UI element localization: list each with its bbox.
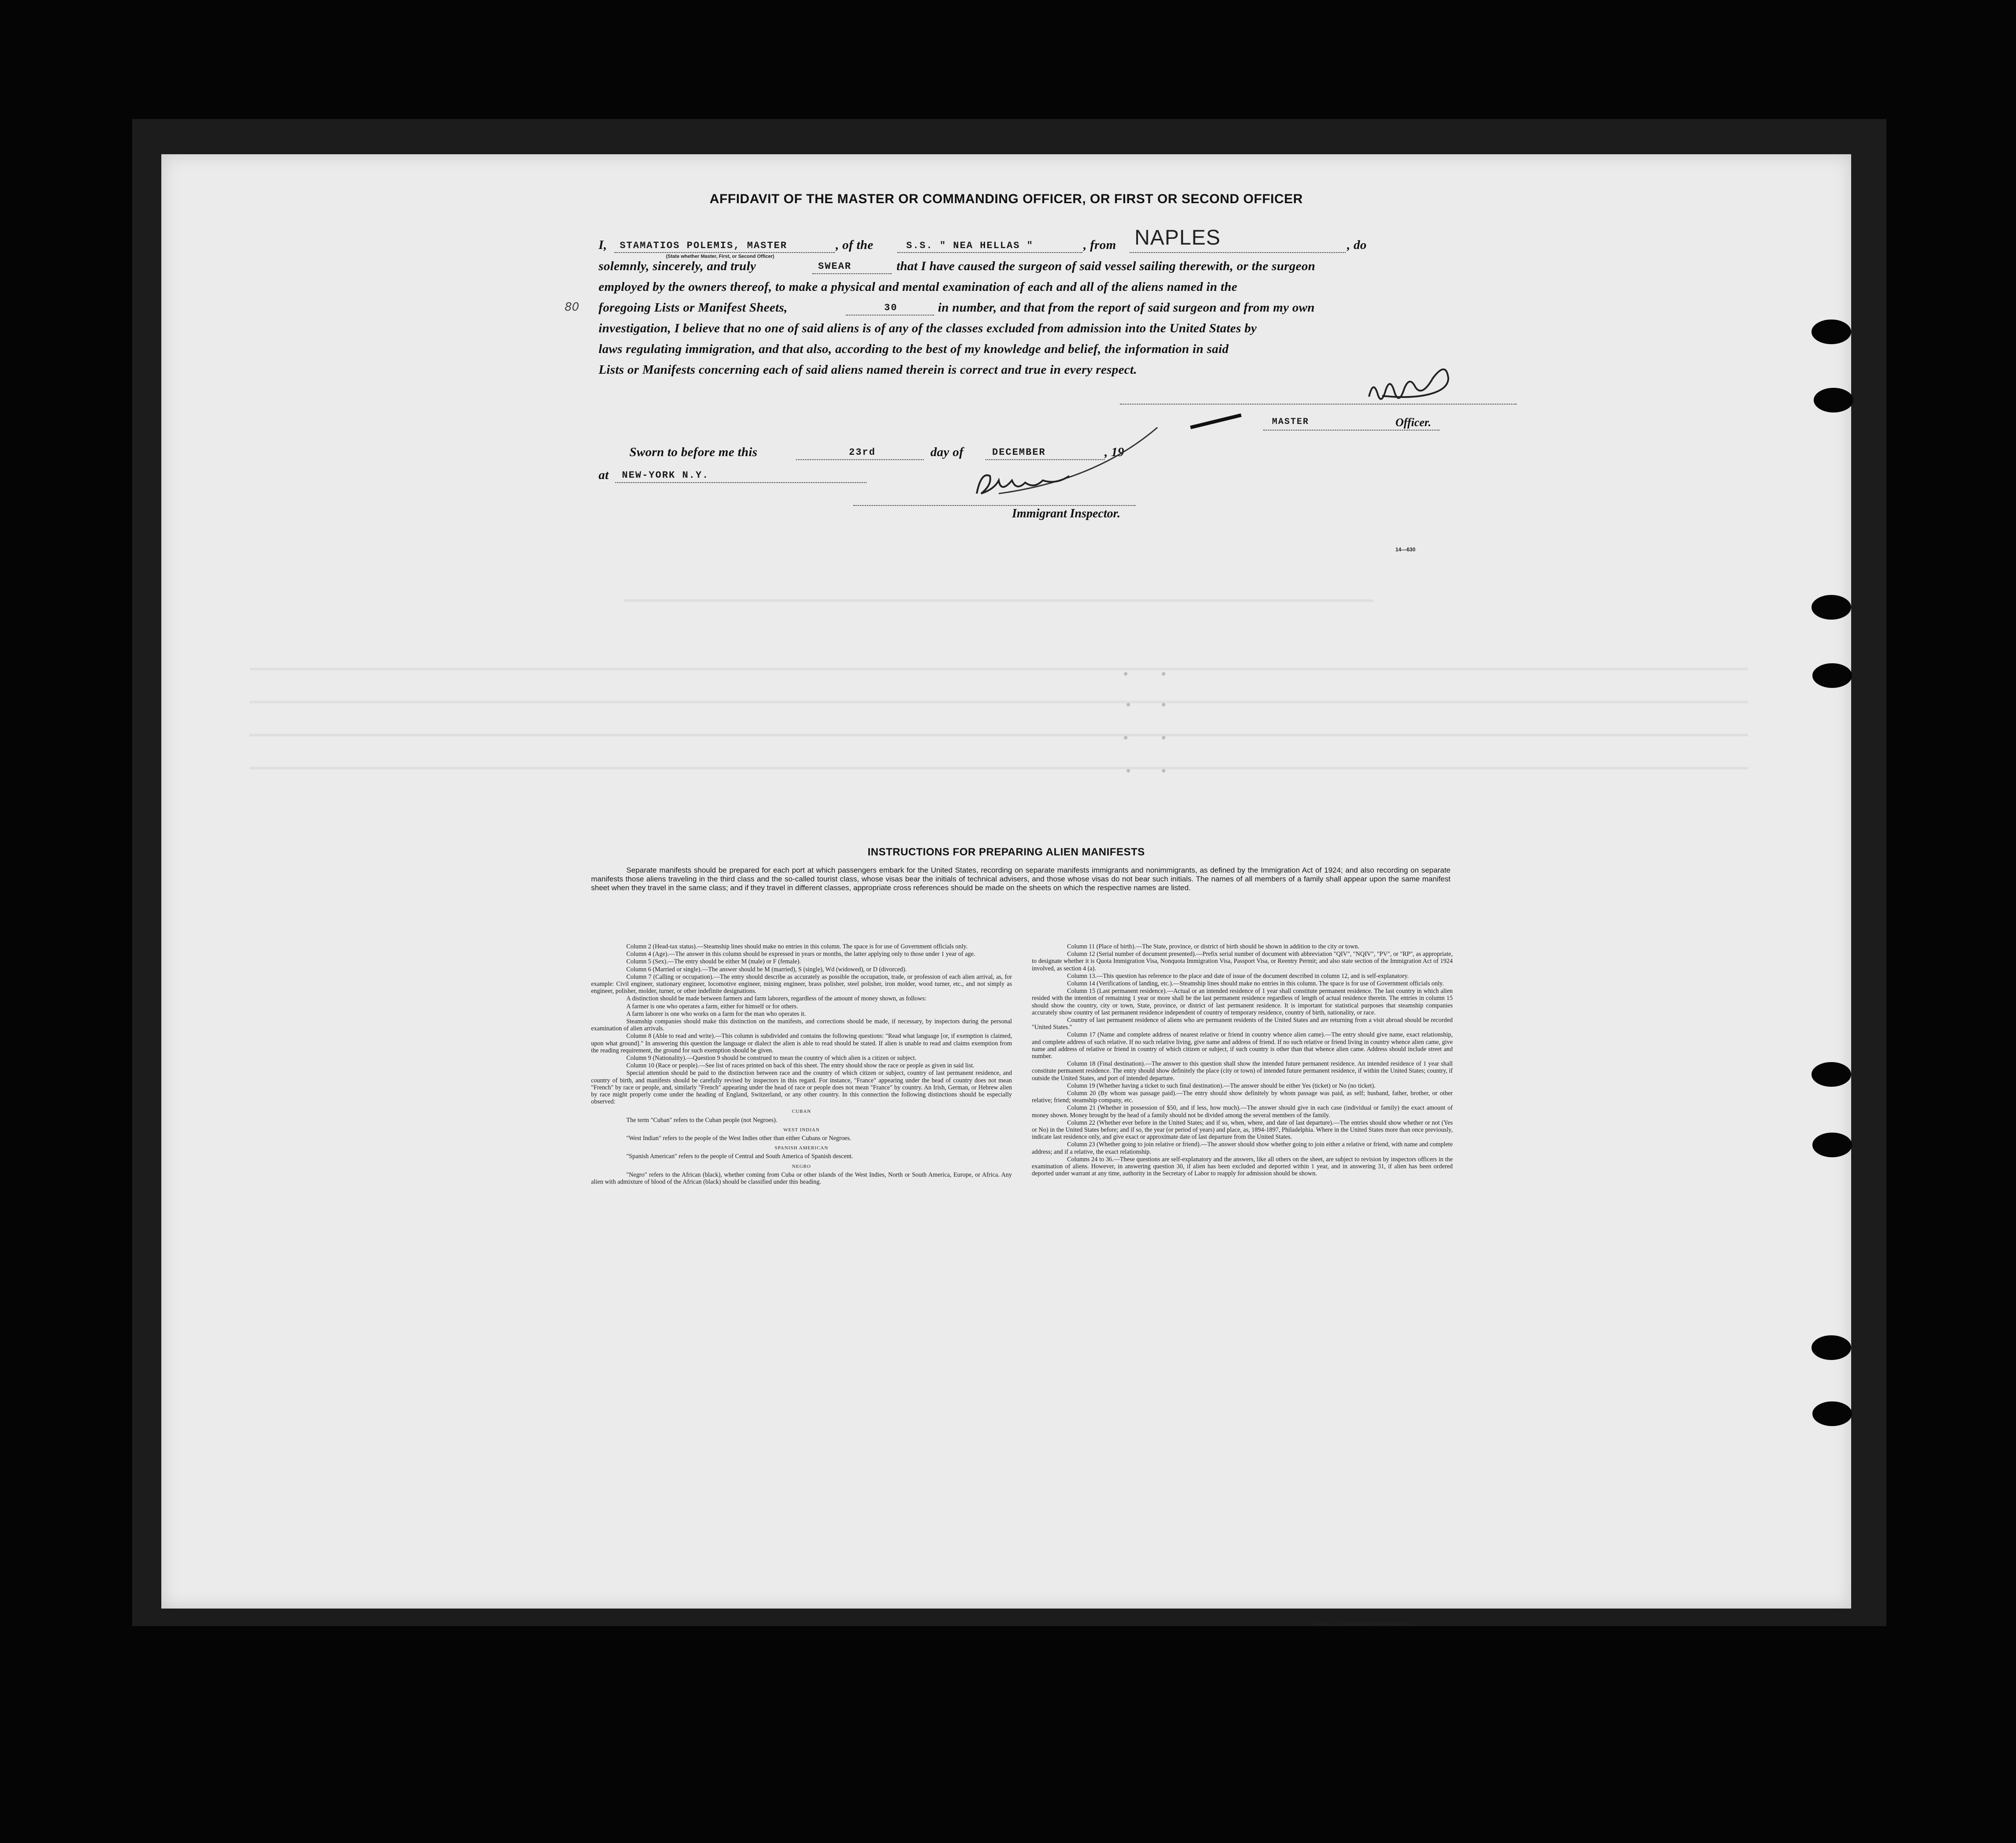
instruction-paragraph: Column 7 (Calling or occupation).—The entry should describe as accurately as possible the occupation, trade, or profession of each alien arrival, as, for example: Civil engineer, stationary engineer, locomotive engineer, mining engineer, brass polisher, steel polisher, iron molder, wood turner, etc., and not simply as engineer, polisher, molder, turner, or other indefinite designations. <box>591 973 1012 995</box>
instruction-paragraph: Column 12 (Serial number of document presented).—Prefix serial number of document with abbreviation "QIV", "NQIV", "PV", or "RP", as appropriate, to designate whether it is Quota Immigration Visa, Nonquota Immigration Visa, Passport Visa, or Reentry Permit; and also state section of the Immigration Act of 1924 involved, as section 4 (a). <box>1032 951 1453 972</box>
show-through <box>1162 703 1165 706</box>
instruction-paragraph: "Spanish American" refers to the people of Central and South America of Spanish descent. <box>626 1153 853 1160</box>
ship-name: S.S. " NEA HELLAS " <box>906 240 1034 251</box>
instruction-paragraph: Column 14 (Verifications of landing, etc.).—Steamship lines should make no entries in this column. The space is for use of Government officials only. <box>1067 980 1444 988</box>
officer-label: Officer. <box>1395 416 1432 429</box>
binder-holes <box>1803 0 1891 1843</box>
section-heading: NEGRO <box>792 1163 811 1169</box>
affidavit-text: , of the <box>836 238 874 252</box>
affidavit-text: foregoing Lists or Manifest Sheets, <box>599 301 788 315</box>
instruction-paragraph: Column 8 (Able to read and write).—This column is subdivided and contains the following questions: "Read what language [or, if exemption is claimed, upon what ground]." In answering this question the language or dialect the alien is able to read should be stated. If alien is unable to read and claims exemption from the reading requirement, the ground for such exemption should be given. <box>591 1033 1012 1054</box>
affidavit-text: solemnly, sincerely, and truly <box>599 259 756 273</box>
instruction-paragraph: Column 11 (Place of birth).—The State, province, or district of birth should be shown in addition to the city or town. <box>1067 943 1360 950</box>
at-place-line <box>615 482 867 483</box>
instruction-paragraph: Column 19 (Whether having a ticket to such final destination).—The answer should be either Yes (ticket) or No (no ticket). <box>1067 1082 1376 1089</box>
sworn-day: 23rd <box>849 447 876 458</box>
oath-line <box>812 273 892 274</box>
manifest-page <box>161 154 1851 1627</box>
sworn-year: , 19 <box>1105 445 1124 459</box>
affidavit-text: Lists or Manifests concerning each of said aliens named therein is correct and true in every respect. <box>599 363 1137 377</box>
affidavit-text: in number, and that from the report of said surgeon and from my own <box>938 301 1315 315</box>
sworn-day-line <box>796 459 924 460</box>
instructions-intro: Separate manifests should be prepared for each port at which passengers embark for the United States, recording on separate manifests immigrants and nonimmigrants, as defined by the Immigration Act of 1924; and also recording on separate manifests those aliens traveling in the third class and the so-called tourist class, whose visas bear the initials of technical advisers, and those whose visas do not bear such initials. The names of all members of a family shall appear upon the same manifest sheet when they travel in the same class; and if they travel in different classes, appropriate cross references should be made on the sheets on which the respective names are listed. <box>591 866 1451 892</box>
show-through <box>249 668 1748 670</box>
instruction-paragraph: A farm laborer is one who works on a farm for the man who operates it. <box>626 1010 806 1018</box>
printing-office-note: 14—630 U. S. GOVERNMENT PRINTING OFFICE <box>1312 1622 1412 1627</box>
rank-line <box>1263 430 1439 431</box>
instruction-paragraph: The term "Cuban" refers to the Cuban people (not Negroes). <box>626 1116 777 1124</box>
port-of-departure: NAPLES <box>1134 226 1221 249</box>
inspector-signature <box>911 427 1219 516</box>
affidavit-text: I, <box>599 238 607 252</box>
instruction-paragraph: Column 20 (By whom was passage paid).—The entry should show definitely by whom passage was paid, as self; husband, father, brother, or other relative; friend; steamship company, etc. <box>1032 1090 1453 1104</box>
binder-hole <box>1811 320 1851 344</box>
at-place: NEW-YORK N.Y. <box>622 470 709 481</box>
instruction-paragraph: Column 13.—This question has reference to the place and date of issue of the document described in column 12, and is self-explanatory. <box>1067 972 1409 980</box>
inspector-label: Immigrant Inspector. <box>1012 507 1120 520</box>
section-heading: SPANISH AMERICAN <box>774 1145 829 1151</box>
binder-hole <box>1811 1335 1851 1360</box>
show-through <box>249 767 1748 769</box>
ship-name-line <box>897 252 1082 253</box>
show-through <box>249 734 1748 736</box>
binder-hole <box>1811 595 1851 620</box>
instruction-paragraph: Special attention should be paid to the distinction between race and the country of which citizen or subject, country of last permanent residence, and country of birth, and manifests should be carefully revised by inspectors in this regard. For instance, "France" appearing under the head of country does not mean "French" by race or people, and, similarly "French" appearing under the head of race or people does not mean "France" by country. An Irish, German, or Hebrew alien by race might properly come under the heading of England, Switzerland, or any other country. In this connection the following distinctions should be especially observed: <box>591 1070 1012 1106</box>
master-name-line <box>614 252 835 253</box>
show-through <box>1162 736 1165 739</box>
show-through <box>1124 736 1127 739</box>
binder-hole <box>1812 663 1852 688</box>
affidavit-text: that I have caused the surgeon of said vessel sailing therewith, or the surgeon <box>896 259 1316 273</box>
instruction-paragraph: Column 23 (Whether going to join relative or friend).—The answer should show whether going to join either a relative or friend, with name and complete address; and if a relative, the exact relationship. <box>1032 1141 1453 1156</box>
officer-hint: (State whether Master, First, or Second Officer) <box>666 254 774 259</box>
form-code: 14—630 <box>1395 546 1416 553</box>
binder-hole <box>1811 1062 1851 1087</box>
margin-note: 80 <box>565 301 580 314</box>
show-through <box>1124 672 1127 676</box>
port-line <box>1130 252 1346 253</box>
master-name: STAMATIOS POLEMIS, MASTER <box>620 240 788 251</box>
section-heading: WEST INDIAN <box>783 1127 820 1133</box>
affidavit-text: employed by the owners thereof, to make a physical and mental examination of each and all of the aliens named in the <box>599 280 1238 294</box>
at-label: at <box>599 468 609 482</box>
sheet-count-line <box>846 315 934 316</box>
instruction-paragraph: Column 22 (Whether ever before in the United States; and if so, when, where, and date of last departure).—The entries should show whether or not (Yes or No) in the United States before; and if so, the year (or period of years) and place, as, 1894-1897, Philadelphia. Where in the United States more than once previously, indicate last residence only, and give exact or approximate date of last departure from the United States. <box>1032 1119 1453 1141</box>
affidavit-text: laws regulating immigration, and that also, according to the best of my knowledge and belief, the information in said <box>599 342 1229 356</box>
show-through <box>624 599 1373 602</box>
signature-line <box>1120 404 1517 405</box>
show-through <box>1162 672 1165 676</box>
instruction-paragraph: "West Indian" refers to the people of the West Indies other than either Cubans or Negroes. <box>626 1135 852 1142</box>
instruction-paragraph: Steamship companies should make this distinction on the manifests, and corrections should be made, if necessary, by inspectors during the personal examination of alien arrivals. <box>591 1018 1012 1033</box>
sworn-text: Sworn to before me this <box>629 445 758 459</box>
sworn-text: day of <box>930 445 964 459</box>
affidavit-text: , from <box>1083 238 1116 252</box>
instruction-paragraph: Column 17 (Name and complete address of nearest relative or friend in country whence alien came).—The entry should give name, exact relationship, and complete address of such relative. If no such relative living, give name and address of friend. If no such relative or friend living in country whence alien came, give name and address of relative or friend in country of which citizen or subject, if such country is other than that whence alien came. Address should include street and number. <box>1032 1031 1453 1060</box>
oath-word: SWEAR <box>818 261 852 272</box>
sheet-count: 30 <box>884 302 898 313</box>
affidavit-title: AFFIDAVIT OF THE MASTER OR COMMANDING OFFICER, OR FIRST OR SECOND OFFICER <box>710 192 1303 206</box>
instructions-title: INSTRUCTIONS FOR PREPARING ALIEN MANIFESTS <box>867 846 1145 858</box>
show-through <box>1162 769 1165 773</box>
instruction-paragraph: Column 6 (Married or single).—The answer should be M (married), S (single), Wd (widowed), or D (divorced). <box>626 966 907 973</box>
instruction-paragraph: A distinction should be made between farmers and farm laborers, regardless of the amount of money shown, as follows: <box>626 995 926 1003</box>
instruction-paragraph: Column 9 (Nationality).—Question 9 should be construed to mean the country of which alien is a citizen or subject. <box>626 1055 916 1062</box>
binder-hole <box>1812 1133 1852 1157</box>
instruction-paragraph: Column 21 (Whether in possession of $50, and if less, how much).—The answer should give in each case (individual or family) the exact amount of money shown. Money brought by the head of a family should not be divided among the several members of the family. <box>1032 1104 1453 1119</box>
section-heading: CUBAN <box>792 1109 811 1115</box>
instruction-paragraph: Columns 24 to 36.—These questions are self-explanatory and the answers, like all others on the sheet, are subject to revision by inspectors officers in the examination of aliens. However, in answering question 30, if alien has been excluded and deported within 1 year, and in answering 31, if alien has been ordered deported under warrant at any time, authority in the Secretary of Labor to reapply for admission should be shown. <box>1032 1156 1453 1178</box>
instructions-left-column <box>591 943 1012 1186</box>
inspector-line <box>853 505 1135 506</box>
instruction-paragraph: Column 15 (Last permanent residence).—Actual or an intended residence of 1 year shall constitute permanent residence. The last country in which alien resided with the intention of remaining 1 year or more shall be the last permanent residence regardless of length of actual residence therein. The entries in column 15 should show the country, city or town, State, province, or district of last permanent residence. It is important for statistical purposes that steamship companies accurately show country of last permanent residence independent of country of temporary residence, country of birth, nationality, or race. <box>1032 988 1453 1016</box>
instruction-paragraph: Country of last permanent residence of aliens who are permanent residents of the United States and are returning from a visit abroad should be recorded "United States." <box>1032 1017 1453 1031</box>
instruction-paragraph: Column 10 (Race or people).—See list of races printed on back of this sheet. The entry should show the race or people as given in said list. <box>626 1062 975 1070</box>
sworn-month: DECEMBER <box>992 447 1046 458</box>
affidavit-text: investigation, I believe that no one of said aliens is of any of the classes excluded from admission into the United States by <box>599 321 1257 335</box>
instruction-paragraph: Column 2 (Head-tax status).—Steamship lines should make no entries in this column. The space is for use of Government officials only. <box>626 943 968 950</box>
instruction-paragraph: "Negro" refers to the African (black), whether coming from Cuba or other islands of the West Indies, North or South America, Europe, or Africa. Any alien with admixture of blood of the African (black) should be classified under this heading. <box>591 1171 1012 1186</box>
show-through <box>1127 703 1130 706</box>
affidavit-text: , do <box>1347 238 1367 252</box>
binder-hole <box>1812 1401 1852 1426</box>
binder-hole <box>1814 388 1853 412</box>
instruction-paragraph: Column 5 (Sex).—The entry should be either M (male) or F (female). <box>626 958 801 966</box>
show-through <box>1127 769 1130 773</box>
instruction-paragraph: Column 18 (Final destination).—The answer to this question shall show the intended future permanent residence. An intended residence of 1 year shall constitute permanent residence. The entry should show definitely the place (city or town) of intended future permanent residence, if within the United States; country, if outside the United States, and port of intended departure. <box>1032 1060 1453 1082</box>
instructions-right-column <box>1032 943 1453 1178</box>
instruction-paragraph: A farmer is one who operates a farm, either for himself or for others. <box>626 1003 798 1010</box>
officer-rank: MASTER <box>1272 417 1309 427</box>
instruction-paragraph: Column 4 (Age).—The answer in this column should be expressed in years or months, the latter applying only to those under 1 year of age. <box>626 951 975 958</box>
show-through <box>249 701 1748 703</box>
